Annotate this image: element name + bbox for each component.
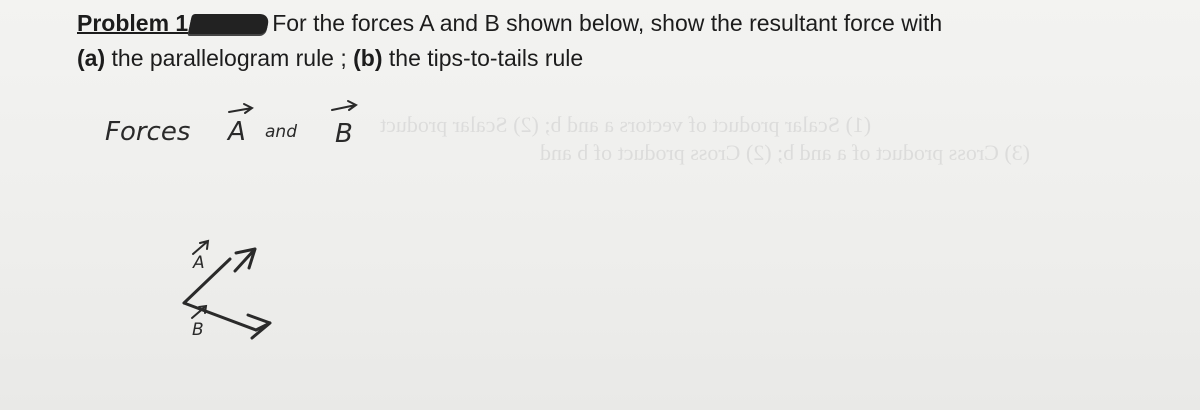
force-a-line [184,259,230,303]
vector-arrow-icon [229,104,252,113]
vector-b-label-letter: B [192,320,204,340]
vector-a-letter: A [228,117,246,147]
vector-b-letter: B [335,119,353,149]
force-a-arrowhead-icon [235,249,255,271]
vector-a-heading [226,104,252,147]
vector-arrow-icon [332,101,356,110]
vector-a-label-letter: A [193,253,205,273]
problem-text: For the forces A and B shown below, show the resultant force with [272,10,943,36]
and-word: and [265,122,297,142]
part-a-text: the parallelogram rule ; [111,45,354,71]
part-b-label: (b) [353,45,383,71]
vector-a-label [192,241,208,273]
problem-label: Problem 1 [77,10,189,36]
show-through-text-1: (1) Scalar product of vectors a and b; (2) Scalar product [380,112,872,137]
forces-word: Forces [105,117,191,147]
vector-b-heading [332,101,356,149]
part-b-text: the tips-to-tails rule [388,45,584,71]
part-a-label: (a) [77,45,106,71]
show-through-text-2: (3) Cross product of a and b; (2) Cross product of b and [540,140,1031,165]
force-b-arrowhead-icon [248,315,270,338]
